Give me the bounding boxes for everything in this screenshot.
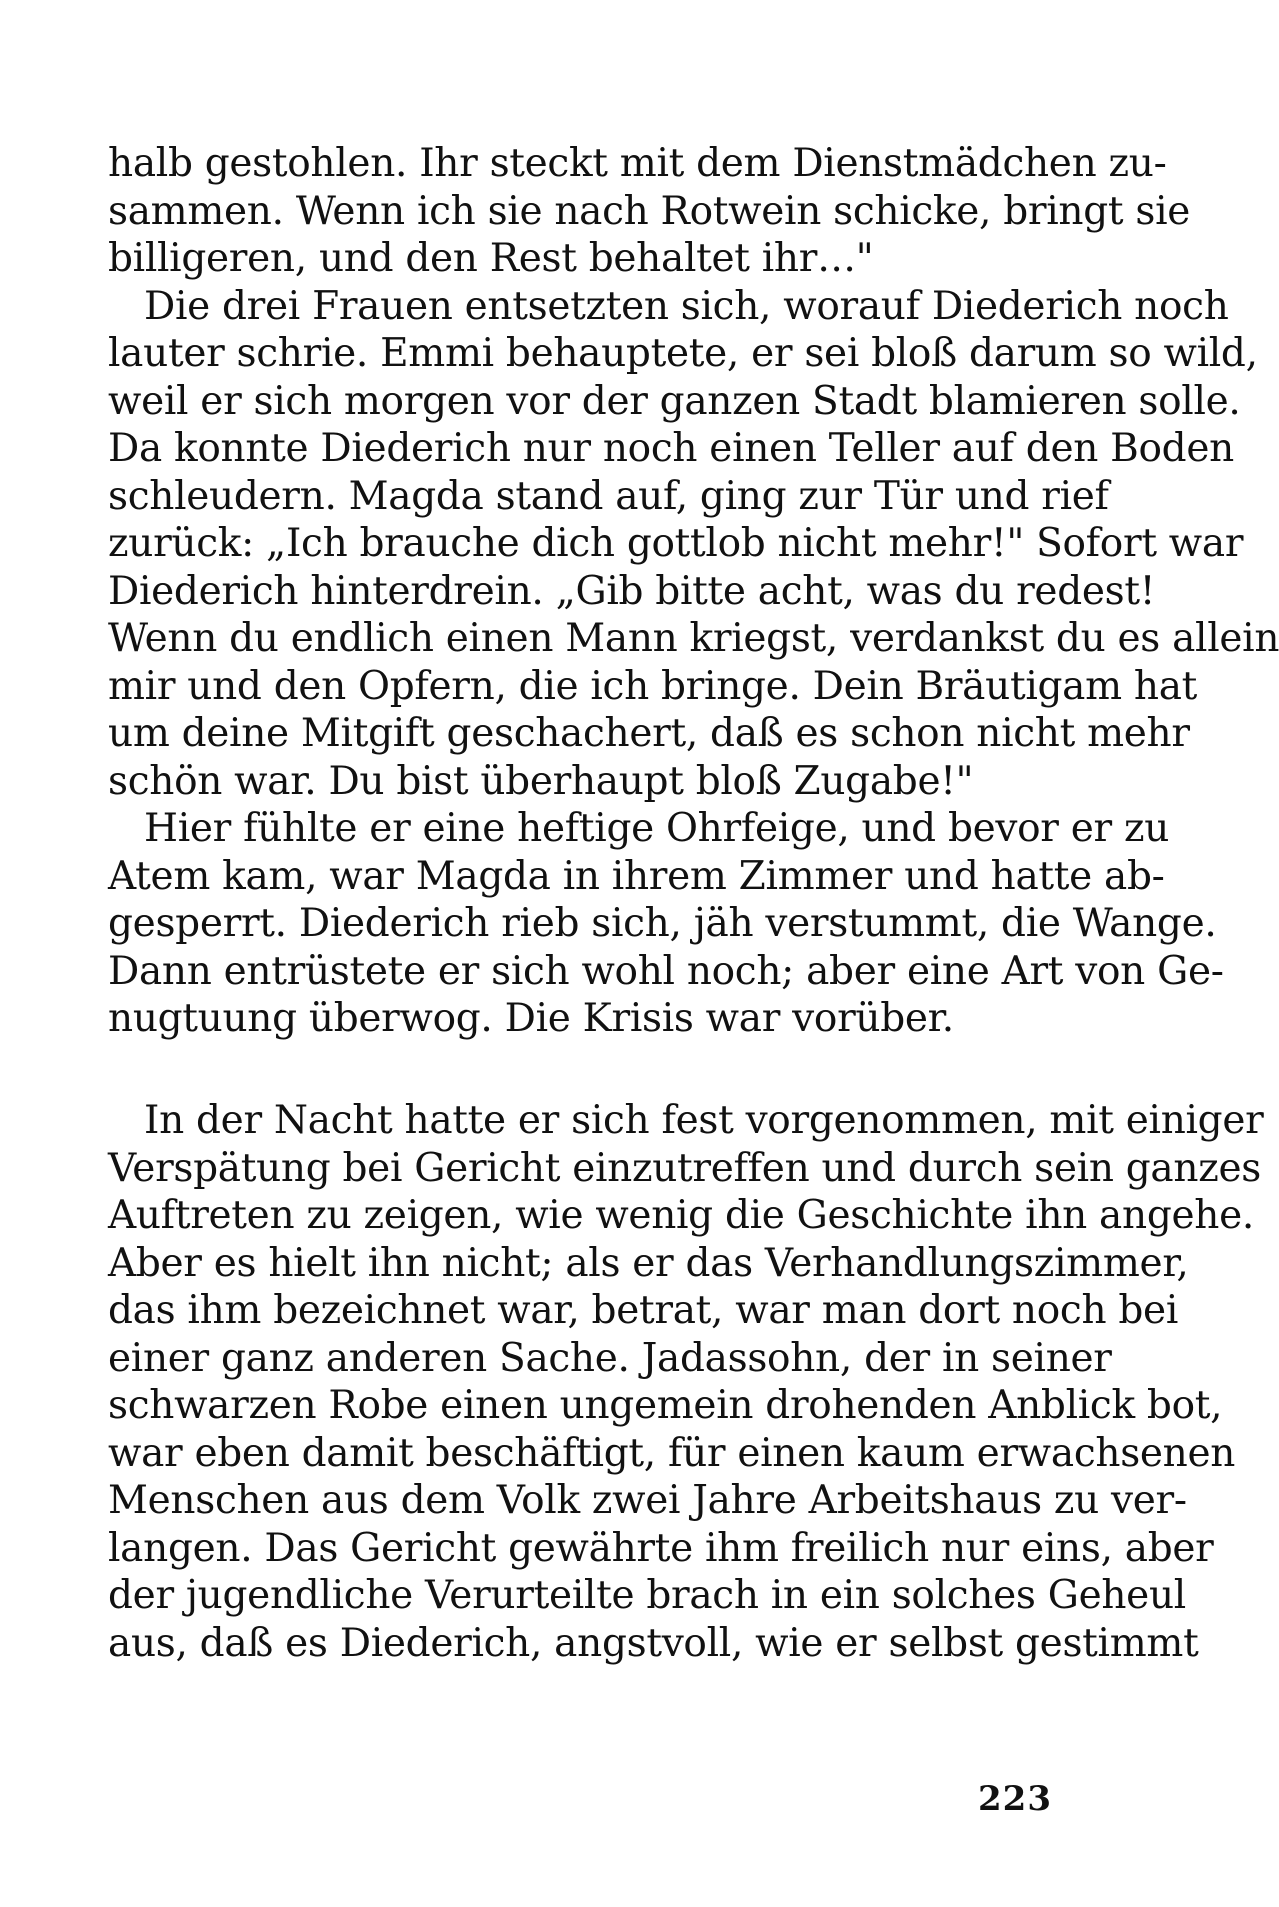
text-line: langen. Das Gericht gewährte ihm freilich nur eins, aber <box>108 1525 1214 1571</box>
text-line: weil er sich morgen vor der ganzen Stadt blamieren solle. <box>108 378 1241 424</box>
text-line: billigeren, und den Rest behaltet ihr…" <box>108 236 874 281</box>
text-line: schwarzen Robe einen ungemein drohenden Anblick bot, <box>108 1383 1223 1428</box>
text-line: um deine Mitgift geschachert, daß es schon nicht mehr <box>108 711 1190 756</box>
text-line: lauter schrie. Emmi behauptete, er sei bloß darum so wild, <box>108 331 1258 376</box>
text-line: halb gestohlen. Ihr steckt mit dem Dienstmädchen zu- <box>108 141 1167 186</box>
text-line: Hier fühlte er eine heftige Ohrfeige, und bevor er zu <box>144 806 1170 851</box>
text-line: schleudern. Magda stand auf, ging zur Tür und rief <box>108 473 1109 519</box>
text-line: sammen. Wenn ich sie nach Rotwein schicke, bringt sie <box>108 188 1191 234</box>
text-line: Die drei Frauen entsetzten sich, worauf Diederich noch <box>144 283 1229 329</box>
text-line: aus, daß es Diederich, angstvoll, wie er selbst gestimmt <box>108 1620 1199 1666</box>
text-block-upper <box>108 140 1279 1043</box>
text-line: Verspätung bei Gericht einzutreffen und durch sein ganzes <box>108 1145 1261 1191</box>
text-line: In der Nacht hatte er sich fest vorgenommen, mit einiger <box>144 1098 1264 1143</box>
text-line: Aber es hielt ihn nicht; als er das Verhandlungszimmer, <box>108 1240 1189 1286</box>
text-line: Menschen aus dem Volk zwei Jahre Arbeitshaus zu ver- <box>108 1478 1187 1523</box>
text-line: nugtuung überwog. Die Krisis war vorüber. <box>108 996 954 1041</box>
text-line: Dann entrüstete er sich wohl noch; aber eine Art von Ge- <box>108 948 1224 994</box>
text-line: der jugendliche Verurteilte brach in ein solches Geheul <box>108 1573 1186 1618</box>
text-line: Atem kam, war Magda in ihrem Zimmer und hatte ab- <box>108 853 1165 899</box>
text-line: Diederich hinterdrein. „Gib bitte acht, was du redest! <box>108 568 1156 614</box>
text-line: zurück: „Ich brauche dich gottlob nicht mehr!" Sofort war <box>108 521 1244 566</box>
text-line: war eben damit beschäftigt, für einen kaum erwachsenen <box>108 1430 1236 1476</box>
text-block-lower <box>108 1097 1264 1667</box>
text-line: mir und den Opfern, die ich bringe. Dein Bräutigam hat <box>108 663 1198 709</box>
text-line: Da konnte Diederich nur noch einen Teller auf den Boden <box>108 426 1234 471</box>
text-line: das ihm bezeichnet war, betrat, war man dort noch bei <box>108 1288 1178 1333</box>
text-line: Wenn du endlich einen Mann kriegst, verdankst du es allein <box>108 616 1279 661</box>
text-line: schön war. Du bist überhaupt bloß Zugabe!" <box>108 758 974 804</box>
text-line: einer ganz anderen Sache. Jadassohn, der in seiner <box>108 1335 1112 1381</box>
page-number: 223 <box>978 1779 1052 1819</box>
text-line: Auftreten zu zeigen, wie wenig die Geschichte ihn angehe. <box>108 1193 1254 1238</box>
text-line: gesperrt. Diederich rieb sich, jäh verstummt, die Wange. <box>108 901 1217 946</box>
